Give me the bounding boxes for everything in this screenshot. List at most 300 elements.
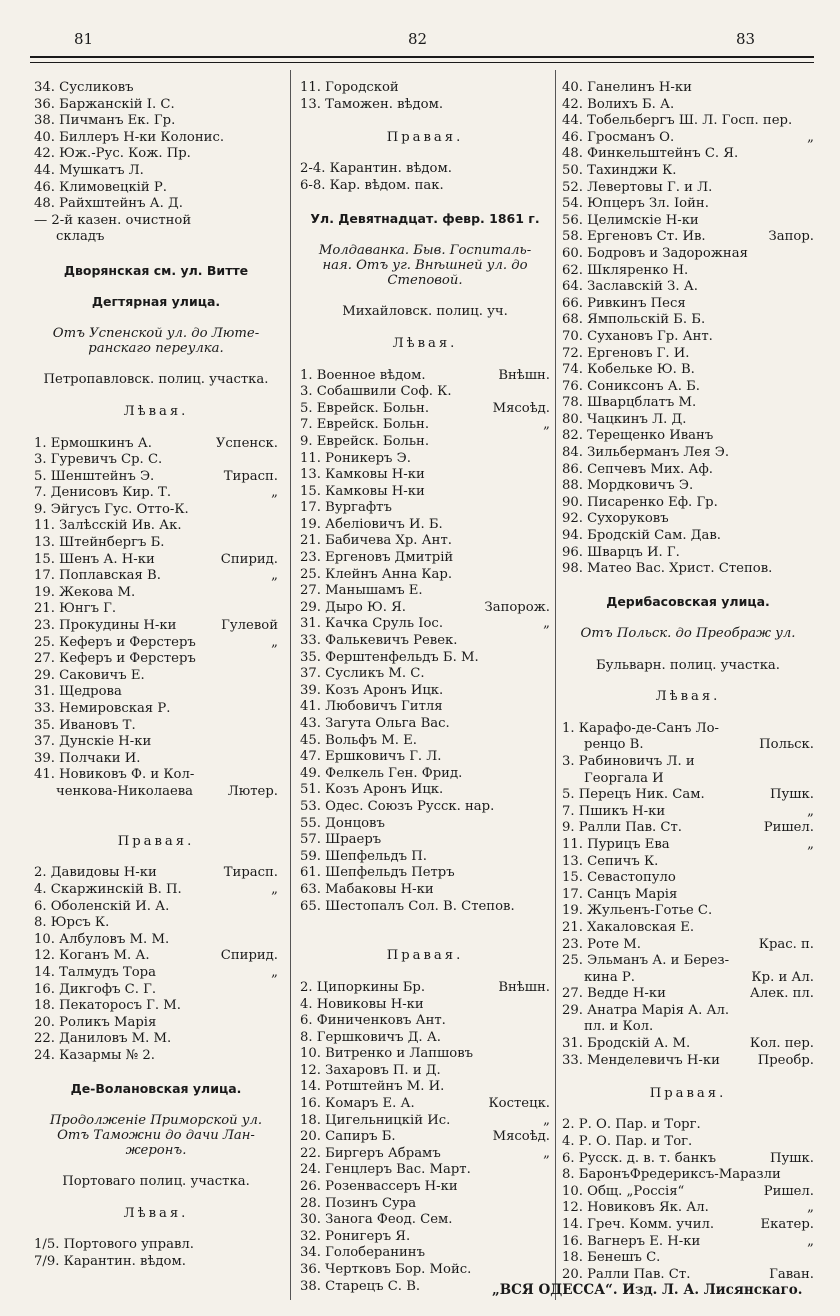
entry-cross-street: Тирасп.: [223, 865, 278, 881]
directory-entry: [300, 749, 550, 766]
directory-entry: [562, 737, 814, 754]
directory-entry: [562, 1134, 814, 1151]
entry-text: 23. Прокудины Н-ки: [34, 618, 177, 634]
entry-text: 5. Перецъ Ник. Сам.: [562, 787, 705, 803]
entry-cross-street: [546, 1162, 550, 1179]
page-number-left: 81: [74, 30, 94, 48]
entry-cross-street: [810, 395, 814, 412]
entry-cross-street: „: [271, 634, 278, 650]
entry-cross-street: [274, 518, 278, 535]
directory-entry: [34, 651, 278, 668]
entry-cross-street: Алек. пл.: [749, 986, 814, 1002]
entry-text: 29. Анатра Марія А. Ал.: [562, 1002, 730, 1018]
entry-text: 42. Юж.-Рус. Кож. Пр.: [34, 146, 191, 162]
entry-text: 3. Гуревичъ Ср. С.: [34, 452, 163, 468]
directory-entry: [34, 552, 278, 569]
spacer: [562, 1101, 814, 1118]
entry-text: 36. Чертковъ Бор. Мойс.: [300, 1262, 472, 1277]
entry-text: 84. Зильберманъ Лея Э.: [562, 445, 730, 461]
entry-cross-street: [810, 771, 814, 788]
spacer: [300, 113, 550, 130]
directory-entry: [34, 784, 278, 801]
entry-text: 48. Финкельштейнъ С. Я.: [562, 146, 739, 162]
entry-text: 38. Пичманъ Ек. Гр.: [34, 113, 176, 129]
entry-text: 72. Ергеновъ Г. И.: [562, 345, 690, 361]
entry-text: 6. Оболенскій И. А.: [34, 898, 170, 914]
entry-cross-street: [546, 1196, 550, 1213]
street-heading: Дерибасовская улица.: [606, 594, 770, 610]
directory-entry: [562, 1019, 814, 1036]
entry-cross-street: „: [807, 803, 814, 819]
directory-entry: [300, 683, 550, 700]
entry-cross-street: „: [271, 485, 278, 501]
entry-text: 14. Ротштейнъ М. И.: [300, 1079, 445, 1095]
entry-text: 86. Сепчевъ Мих. Аф.: [562, 461, 713, 477]
spacer: [34, 278, 278, 295]
entry-cross-street: Польск.: [759, 737, 814, 753]
directory-entry: [34, 965, 278, 982]
entry-text: 55. Донцовъ: [300, 815, 385, 831]
directory-entry: [562, 346, 814, 363]
directory-entry: [562, 1217, 814, 1234]
entry-cross-street: „: [271, 568, 278, 584]
entry-text: 68. Ямпольскій Б. Б.: [562, 312, 706, 328]
directory-entry: [34, 618, 278, 635]
entry-text: 60. Бодровъ и Задорожная: [562, 245, 748, 261]
directory-entry: [300, 733, 550, 750]
entry-cross-street: Пушк.: [770, 1150, 814, 1166]
entry-text: 1. Военное вѣдом.: [300, 367, 426, 383]
entry-cross-street: [810, 1134, 814, 1151]
entry-text: 9. Эйгусъ Гус. Отто-К.: [34, 501, 189, 517]
entry-text: 44. Тобельбергъ Ш. Л. Госп. пер.: [562, 113, 793, 129]
entry-text: 56. Целимскіе Н-ки: [562, 212, 699, 228]
entry-text: 17. Поплавская В.: [34, 568, 161, 584]
entry-text: 30. Занога Феод. Сем.: [300, 1212, 453, 1228]
entry-text: 15. Шенъ А. Н-ки: [34, 551, 155, 567]
directory-entry: [300, 1113, 550, 1130]
directory-entry: [562, 246, 814, 263]
directory-entry: [562, 329, 814, 346]
entry-text: 16. Вагнеръ Е. Н-ки: [562, 1233, 701, 1249]
entry-cross-street: [810, 511, 814, 528]
entry-text: 82. Терещенко Иванъ: [562, 428, 714, 444]
entry-cross-street: [810, 545, 814, 562]
entry-cross-street: Внѣшн.: [498, 979, 550, 995]
entry-text: 78. Шварцблатъ М.: [562, 395, 697, 411]
entry-cross-street: [810, 1117, 814, 1134]
spacer: [34, 1096, 278, 1113]
entry-cross-street: Костецк.: [488, 1096, 550, 1112]
entry-text: 40. Биллеръ Н-ки Колонис.: [34, 129, 225, 145]
directory-entry: [34, 80, 278, 97]
entry-cross-street: „: [807, 1200, 814, 1216]
entry-text: пл. и Кол.: [584, 1019, 654, 1035]
directory-entry: [562, 163, 814, 180]
directory-entry: [562, 1003, 814, 1020]
entry-cross-street: [274, 651, 278, 668]
directory-entry: [34, 213, 278, 230]
entry-cross-street: [810, 196, 814, 213]
directory-entry: [34, 1031, 278, 1048]
entry-text: — 2-й казен. очистной: [34, 212, 192, 228]
directory-entry: [562, 1267, 814, 1284]
directory-entry: [562, 97, 814, 114]
entry-cross-street: [810, 1003, 814, 1020]
entry-cross-street: „: [543, 1112, 550, 1128]
street-description: Отъ Польск. до Преображ ул.: [580, 626, 796, 641]
entry-cross-street: [546, 517, 550, 534]
spacer: [300, 319, 550, 336]
entry-text: 13. Камковы Н-ки: [300, 467, 425, 483]
directory-entry: [34, 982, 278, 999]
entry-text: 64. Заславскій З. А.: [562, 279, 698, 295]
directory-entry: [34, 701, 278, 718]
directory-entry: [562, 804, 814, 821]
directory-entry: [300, 716, 550, 733]
entry-cross-street: Гулевой: [221, 618, 278, 634]
entry-text: 37. Дунскіе Н-ки: [34, 734, 152, 750]
side-heading: Лѣвая.: [123, 1205, 189, 1221]
directory-entry: [562, 920, 814, 937]
entry-text: 16. Комаръ Е. А.: [300, 1096, 415, 1112]
entry-cross-street: [546, 650, 550, 667]
directory-entry: [562, 113, 814, 130]
entry-text: 65. Шестопалъ Сол. В. Степов.: [300, 898, 515, 914]
entry-text: 4. Новиковы Н-ки: [300, 996, 424, 1012]
entry-cross-street: [546, 434, 550, 451]
entry-cross-street: [810, 246, 814, 263]
directory-entry: [300, 368, 550, 385]
entry-text: 12. Коганъ М. А.: [34, 948, 150, 964]
directory-entry: [300, 1196, 550, 1213]
directory-entry: [562, 1200, 814, 1217]
entry-cross-street: Тирасп.: [223, 468, 278, 484]
entry-text: 12. Новиковъ Як. Ал.: [562, 1200, 709, 1216]
entry-cross-street: [546, 1079, 550, 1096]
entry-cross-street: [810, 379, 814, 396]
police-district: Бульварн. полиц. участка.: [596, 657, 780, 673]
spacer: [34, 309, 278, 326]
directory-entry: [300, 517, 550, 534]
entry-text: 21. Хакаловская Е.: [562, 919, 695, 935]
entry-text: 41. Любовичъ Гитля: [300, 699, 443, 715]
entry-cross-street: [274, 718, 278, 735]
directory-entry: [562, 229, 814, 246]
entry-text: 4. Р. О. Пар. и Тог.: [562, 1134, 693, 1150]
directory-entry: [300, 80, 550, 97]
entry-cross-street: [546, 500, 550, 517]
entry-text: 11. Роникеръ Э.: [300, 450, 411, 466]
entry-text: 15. Камковы Н-ки: [300, 483, 425, 499]
directory-entry: [562, 1151, 814, 1168]
entry-text: 23. Роте М.: [562, 936, 641, 952]
police-district: Петропавловск. полиц. участка.: [43, 372, 269, 388]
entry-cross-street: [810, 113, 814, 130]
entry-cross-street: „: [543, 417, 550, 433]
entry-cross-street: [810, 953, 814, 970]
directory-entry: [562, 870, 814, 887]
entry-cross-street: Запорож.: [484, 599, 550, 615]
directory-entry: [34, 635, 278, 652]
entry-text: 33. Фалькевичъ Ревек.: [300, 633, 458, 649]
spacer: [562, 609, 814, 626]
directory-entry: [562, 263, 814, 280]
entry-cross-street: [546, 733, 550, 750]
entry-cross-street: [546, 633, 550, 650]
entry-cross-street: [810, 213, 814, 230]
directory-entry: [562, 279, 814, 296]
entry-text: 37. Сусликъ М. С.: [300, 666, 425, 682]
entry-cross-street: [810, 495, 814, 512]
spacer: [300, 195, 550, 212]
entry-text: 10. Витренко и Лапшовъ: [300, 1046, 474, 1062]
entry-text: 63. Мабаковы Н-ки: [300, 881, 434, 897]
directory-entry: [300, 799, 550, 816]
directory-entry: [300, 451, 550, 468]
entry-cross-street: [546, 683, 550, 700]
directory-entry: [300, 1129, 550, 1146]
directory-entry: [34, 998, 278, 1015]
spacer: [34, 356, 278, 373]
directory-entry: [34, 518, 278, 535]
directory-entry: [34, 734, 278, 751]
entry-text: 18. Цигельницкій Ис.: [300, 1112, 451, 1128]
directory-entry: [562, 771, 814, 788]
directory-entry: [34, 865, 278, 882]
spacer: [34, 1064, 278, 1081]
directory-entry: [300, 401, 550, 418]
police-district: Михайловск. полиц. уч.: [342, 304, 508, 320]
directory-entry: [562, 561, 814, 578]
directory-entry: [562, 1053, 814, 1070]
entry-cross-street: [546, 716, 550, 733]
entry-cross-street: [274, 535, 278, 552]
entry-text: 48. Райхштейнъ А. Д.: [34, 196, 183, 212]
directory-entry: [300, 161, 550, 178]
entry-text: 39. Козъ Аронъ Ицк.: [300, 682, 444, 698]
entry-text: 24. Казармы № 2.: [34, 1047, 155, 1063]
entry-text: 8. Гершковичъ Д. А.: [300, 1029, 441, 1045]
entry-text: 88. Мордковичъ Э.: [562, 478, 694, 494]
entry-text: 14. Греч. Комм. учил.: [562, 1217, 715, 1232]
directory-entry: [300, 384, 550, 401]
directory-entry: [300, 567, 550, 584]
entry-cross-street: [810, 329, 814, 346]
header-rule-thin: [30, 62, 814, 63]
street-description: Продолженіе Приморской ул.: [49, 1112, 263, 1128]
side-heading: Лѣвая.: [392, 335, 458, 351]
directory-entry: [34, 767, 278, 784]
directory-entry: [34, 718, 278, 735]
entry-cross-street: Пушк.: [770, 787, 814, 803]
entry-text: 34. Сусликовъ: [34, 80, 134, 95]
entry-cross-street: [546, 782, 550, 799]
entry-text: 21. Бабичева Хр. Ант.: [300, 533, 452, 549]
entry-cross-street: [810, 296, 814, 313]
entry-text: 96. Шварцъ И. Г.: [562, 544, 680, 560]
entry-cross-street: [810, 412, 814, 429]
directory-entry: [34, 668, 278, 685]
entry-cross-street: [546, 384, 550, 401]
directory-entry: [300, 1030, 550, 1047]
directory-entry: [34, 882, 278, 899]
entry-text: 9. Еврейск. Больн.: [300, 433, 430, 449]
entry-cross-street: [810, 920, 814, 937]
entry-cross-street: „: [271, 881, 278, 897]
entry-cross-street: [274, 701, 278, 718]
spacer: [34, 419, 278, 436]
entry-text: 6. Русск. д. в. т. банкъ: [562, 1150, 717, 1166]
entry-cross-street: [274, 97, 278, 114]
entry-cross-street: [274, 751, 278, 768]
entry-cross-street: [546, 1262, 550, 1279]
entry-cross-street: [274, 113, 278, 130]
entry-text: 34. Голоберанинъ: [300, 1245, 425, 1261]
entry-cross-street: [546, 583, 550, 600]
entry-cross-street: [546, 451, 550, 468]
directory-entry: [300, 1146, 550, 1163]
entry-cross-street: [274, 1015, 278, 1032]
entry-text: 6-8. Кар. вѣдом. пак.: [300, 177, 444, 193]
entry-cross-street: [546, 484, 550, 501]
directory-entry: [562, 296, 814, 313]
entry-cross-street: [810, 478, 814, 495]
entry-cross-street: [810, 279, 814, 296]
spacer: [300, 226, 550, 243]
directory-entry: [34, 568, 278, 585]
entry-text: 59. Шепфельдъ П.: [300, 848, 427, 864]
entry-text: 22. Даниловъ М. М.: [34, 1031, 172, 1047]
entry-cross-street: Ришел.: [763, 820, 814, 836]
directory-entry: [34, 1048, 278, 1065]
directory-entry: [300, 583, 550, 600]
entry-text: 29. Дыро Ю. Я.: [300, 599, 406, 615]
entry-text: 42. Волихъ Б. А.: [562, 96, 675, 112]
entry-text: 10. Общ. „Россія“: [562, 1183, 685, 1199]
directory-entry: [562, 445, 814, 462]
spacer: [34, 1221, 278, 1238]
entry-text: 2-4. Карантин. вѣдом.: [300, 161, 452, 177]
entry-cross-street: [810, 462, 814, 479]
directory-entry: [300, 434, 550, 451]
entry-cross-street: Кол. пер.: [749, 1036, 814, 1052]
street-description: жеронъ.: [125, 1142, 187, 1158]
entry-cross-street: Успенск.: [215, 435, 278, 451]
street-heading: Дегтярная улица.: [91, 294, 221, 310]
street-description: ранскаго переулка.: [88, 340, 224, 356]
entry-text: 32. Ронигеръ Я.: [300, 1228, 411, 1244]
entry-cross-street: [274, 163, 278, 180]
directory-entry: [562, 495, 814, 512]
directory-entry: [562, 196, 814, 213]
entry-cross-street: [546, 1013, 550, 1030]
entry-text: 26. Розенвассеръ Н-ки: [300, 1179, 458, 1195]
directory-entry: [562, 953, 814, 970]
directory-entry: [562, 754, 814, 771]
entry-text: 19. Абеліовичъ И. Б.: [300, 516, 443, 532]
entry-cross-street: [546, 161, 550, 178]
entry-text: 46. Гросманъ О.: [562, 129, 675, 145]
police-district: Портоваго полиц. участка.: [62, 1174, 250, 1190]
spacer: [300, 932, 550, 949]
entry-text: 76. Сониксонъ А. Б.: [562, 378, 700, 394]
directory-entry: [562, 986, 814, 1003]
entry-text: 2. Давидовы Н-ки: [34, 865, 157, 881]
entry-text: 28. Позинъ Сура: [300, 1195, 417, 1211]
entry-text: 62. Шкляренко Н.: [562, 262, 689, 278]
directory-entry: [300, 782, 550, 799]
directory-entry: [34, 684, 278, 701]
directory-entry: [562, 180, 814, 197]
entry-text: 58. Ергеновъ Ст. Ив.: [562, 229, 706, 245]
page-number-center: 82: [408, 30, 428, 48]
spacer: [562, 704, 814, 721]
entry-cross-street: [810, 97, 814, 114]
spacer: [34, 1158, 278, 1175]
entry-text: 23. Ергеновъ Дмитрій: [300, 550, 454, 566]
entry-text: 51. Козъ Аронъ Ицк.: [300, 782, 444, 798]
entry-text: 27. Манышамъ Е.: [300, 583, 423, 599]
directory-entry: [562, 312, 814, 329]
directory-entry: [562, 545, 814, 562]
entry-cross-street: [810, 163, 814, 180]
directory-entry: [562, 80, 814, 97]
directory-entry: [300, 616, 550, 633]
directory-entry: [34, 146, 278, 163]
entry-cross-street: [546, 1046, 550, 1063]
directory-entry: [300, 849, 550, 866]
directory-entry: [34, 113, 278, 130]
entry-cross-street: [810, 80, 814, 97]
entry-cross-street: [546, 865, 550, 882]
entry-cross-street: [810, 346, 814, 363]
directory-entry: [300, 600, 550, 617]
entry-cross-street: [274, 932, 278, 949]
side-heading: Лѣвая.: [655, 689, 721, 705]
directory-entry: [300, 484, 550, 501]
directory-entry: [562, 854, 814, 871]
entry-cross-street: [546, 1245, 550, 1262]
directory-entry: [300, 1212, 550, 1229]
column-left: [34, 80, 278, 1271]
entry-cross-street: [546, 766, 550, 783]
entry-cross-street: [274, 601, 278, 618]
directory-entry: [562, 362, 814, 379]
directory-entry: [562, 1234, 814, 1251]
entry-text: 25. Клейнъ Анна Кар.: [300, 566, 453, 582]
entry-text: 24. Генцлеръ Вас. Март.: [300, 1162, 471, 1178]
entry-cross-street: [274, 998, 278, 1015]
entry-text: кина Р.: [584, 969, 635, 985]
entry-text: 11. Залѣсскій Ив. Ак.: [34, 518, 182, 534]
entry-cross-street: [810, 1250, 814, 1267]
entry-cross-street: [810, 362, 814, 379]
entry-text: 52. Левертовы Г. и Л.: [562, 179, 713, 195]
entry-text: 70. Сухановъ Гр. Ант.: [562, 328, 713, 344]
entry-cross-street: [810, 561, 814, 578]
side-heading: Правая.: [386, 948, 464, 964]
entry-text: 17. Вургафтъ: [300, 500, 392, 516]
entry-text: 2. Р. О. Пар. и Торг.: [562, 1117, 701, 1133]
side-heading: Правая.: [117, 833, 195, 849]
entry-cross-street: [810, 263, 814, 280]
entry-text: 98. Матео Вас. Христ. Степов.: [562, 561, 773, 577]
entry-text: 40. Ганелинъ Н-ки: [562, 80, 692, 95]
entry-text: 13. Сепичъ К.: [562, 853, 659, 869]
entry-cross-street: [546, 1179, 550, 1196]
entry-text: 22. Биргеръ Абрамъ: [300, 1145, 441, 1161]
